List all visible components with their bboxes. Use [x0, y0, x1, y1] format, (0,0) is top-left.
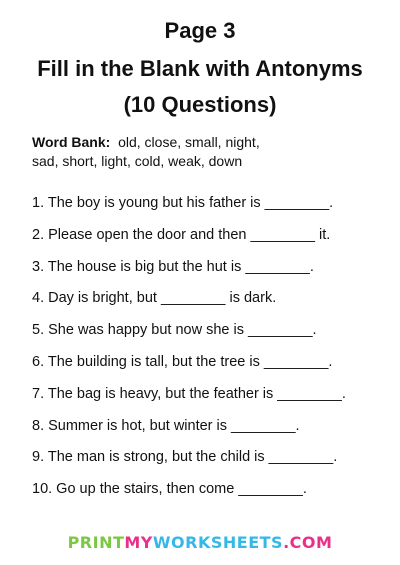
question-item: 9. The man is strong, but the child is ________.: [32, 449, 338, 466]
question-list: [32, 193, 382, 511]
brand-com: .COM: [283, 533, 333, 552]
worksheet-title: Fill in the Blank with Antonyms: [37, 56, 363, 81]
question-item: 7. The bag is heavy, but the feather is ________.: [32, 385, 346, 402]
question-item: 6. The building is tall, but the tree is ________.: [32, 353, 333, 370]
question-item: 5. She was happy but now she is ________.: [32, 322, 317, 339]
word-bank-line-1: old, close, small, night,: [118, 134, 260, 150]
brand-logo: [0, 533, 400, 553]
word-bank: [32, 133, 372, 171]
question-item: 10. Go up the stairs, then come ________.: [32, 481, 307, 498]
question-item: 1. The boy is young but his father is ________.: [32, 195, 334, 211]
brand-worksheets: WORKSHEETS: [152, 533, 284, 552]
page-label: Page 3: [164, 18, 236, 43]
brand-print: PRINT: [67, 533, 125, 552]
question-item: 8. Summer is hot, but winter is ________.: [32, 417, 300, 434]
word-bank-line-2: sad, short, light, cold, weak, down: [32, 153, 243, 169]
question-count: (10 Questions): [123, 92, 277, 117]
word-bank-label: Word Bank:: [32, 134, 111, 150]
brand-my: MY: [124, 533, 153, 552]
question-item: 4. Day is bright, but ________ is dark.: [32, 290, 277, 307]
question-item: 3. The house is big but the hut is ________.: [32, 258, 314, 275]
question-item: 2. Please open the door and then ________ it.: [32, 226, 331, 243]
